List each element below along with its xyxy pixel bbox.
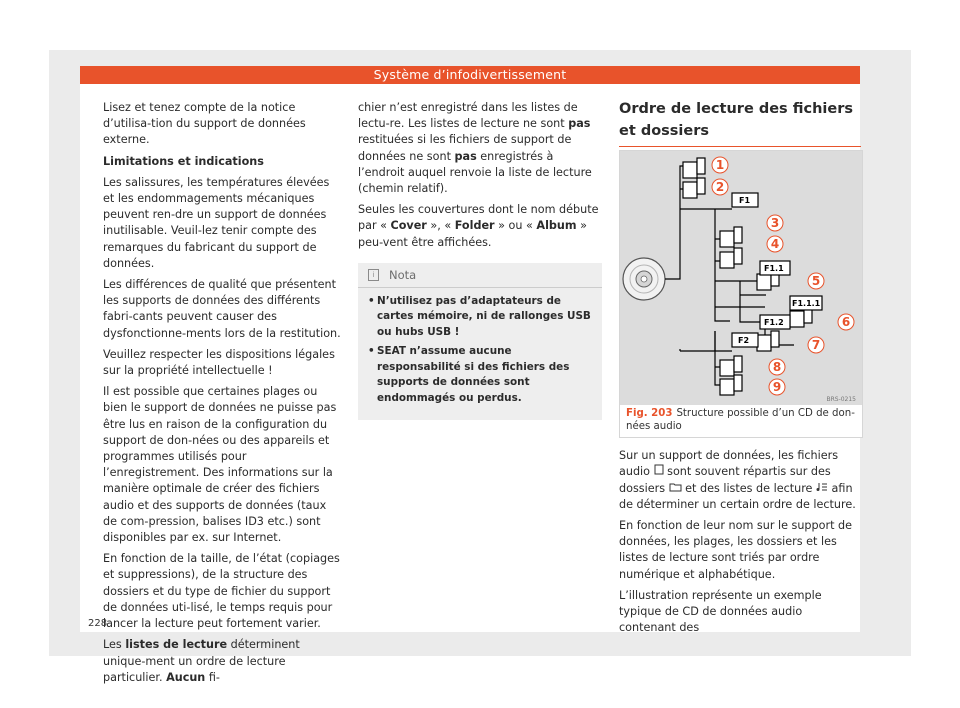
bold-run: Aucun [166,670,206,684]
bold-run: pas [454,149,477,163]
folder-icon [669,481,682,497]
paragraph [358,100,602,197]
playlist-icon [816,481,828,497]
bold-run: Cover [390,219,427,233]
column-2 [358,100,602,420]
text-run: Seules les couvertures dont le nom débute par « [358,203,599,233]
text-run: et des listes de lecture [681,481,816,495]
paragraph: Il est possible que certaines plages ou bien le support de données ne puisse pas être lus en raison de la configuration du support de don-nées ou des appareils et programmes utilisés pour l’enregistrement. Des informations sur la manière optimale de créer des fichiers audio et des supports de données (taux de com-pression, balises ID3 etc.) sont disponibles par ex. sur Internet. [103,385,337,545]
paragraph: En fonction de la taille, de l’état (copiages et suppressions), de la structure des dossiers et du type de fichier du support de données uti-lisé, le temps requis pour lancer la lecture peut fortement varier. [103,552,340,631]
callout-7: 7 [811,338,821,352]
list-item: • SEAT n’assume aucune responsabilité si des fichiers des supports de données sont endommagés ou perdus. [368,344,592,406]
bold-run: Folder [454,219,495,233]
audio-file-icon [654,464,664,480]
figure-203 [619,150,863,438]
column-1 [103,100,341,691]
text-run: fi- [205,670,220,684]
page-number: 228 [88,618,108,629]
note-box [358,263,602,421]
column-3-body [619,448,861,641]
bold-run: Album [536,219,577,233]
figure-code: BRS-0215 [826,396,856,403]
text-run: afin de déterminer un certain ordre de lecture. [619,481,856,511]
text-run: » peu-vent être affichées. [358,219,587,249]
folder-f1: F1 [739,196,751,205]
caption-text: Structure possible d’un CD de don-nées audio [626,408,855,432]
text-run: déterminent unique-ment un ordre de lecture particulier. [103,638,300,684]
paragraph [358,202,602,251]
callout-6: 6 [841,315,851,329]
callout-3: 3 [770,216,780,230]
text-run: sont souvent répartis sur des dossiers [619,465,831,495]
cd-disc-icon [623,258,665,300]
callout-8: 8 [772,360,782,374]
note-list [358,294,602,407]
note-title: Nota [389,267,417,282]
callout-1: 1 [715,158,725,172]
callout-9: 9 [772,380,782,394]
paragraph: Lisez et tenez compte de la notice d’utilisa-tion du support de données externe. [103,101,306,147]
figure-label: Fig. 203 [626,408,673,419]
paragraph: Veuillez respecter les dispositions légales sur la propriété intellectuelle ! [103,347,335,378]
paragraph: L’illustration représente un exemple typique de CD de données audio contenant des [619,588,822,635]
figure-caption [626,407,858,433]
callout-2: 2 [715,180,725,194]
text-run: restituées si les fichiers de support de données ne sont [358,133,572,163]
callout-5: 5 [811,274,821,288]
paragraph [619,448,861,513]
paragraph: En fonction de leur nom sur le support de données, les plages, les dossiers et les listes de lecture sont triés par ordre numérique et alphabétique. [619,519,853,581]
text-run: chier n’est enregistré dans les listes de lectu-re. Les listes de lecture ne sont [358,101,578,131]
folder-f1-1: F1.1 [764,264,784,273]
paragraph: Les différences de qualité que présentent les supports de données des différents fabri-cants peuvent causer des dysfonctionne-ments lors de la restitution. [103,278,341,340]
folder-f1-2: F1.2 [764,318,784,327]
text-run: Les [103,638,126,652]
list-item: • N’utilisez pas d’adaptateurs de cartes mémoire, ni de rallonges USB ou hubs USB ! [368,294,592,341]
column-3 [619,98,861,147]
text-run: enregistrés à l’endroit auquel renvoie la liste de lecture (chemin relatif). [358,149,592,196]
folder-f1-1-1: F1.1.1 [792,299,821,308]
folder-tree-diagram [620,151,862,405]
page-header-banner: Système d’infodivertissement [80,66,860,84]
callout-4: 4 [770,237,780,251]
folder-f2: F2 [738,336,750,345]
text-run: Sur un support de données, les fichiers audio [619,449,839,479]
paragraph: Les salissures, les températures élevées et les endommagements mécaniques peuvent ren-dre un support de données inutilisable. Veuil-lez tenir compte des remarques du fabricant du support de données. [103,175,330,270]
bold-run: pas [568,117,591,131]
info-icon: i [368,269,379,281]
section-title: Ordre de lecture des fichiers et dossiers [619,98,861,147]
subheading: Limitations et indications [103,154,264,168]
paragraph [103,637,341,686]
note-header [358,263,602,288]
text-run: », « [426,219,455,233]
text-run: » ou « [494,219,537,233]
bold-run: listes de lecture [125,638,228,652]
